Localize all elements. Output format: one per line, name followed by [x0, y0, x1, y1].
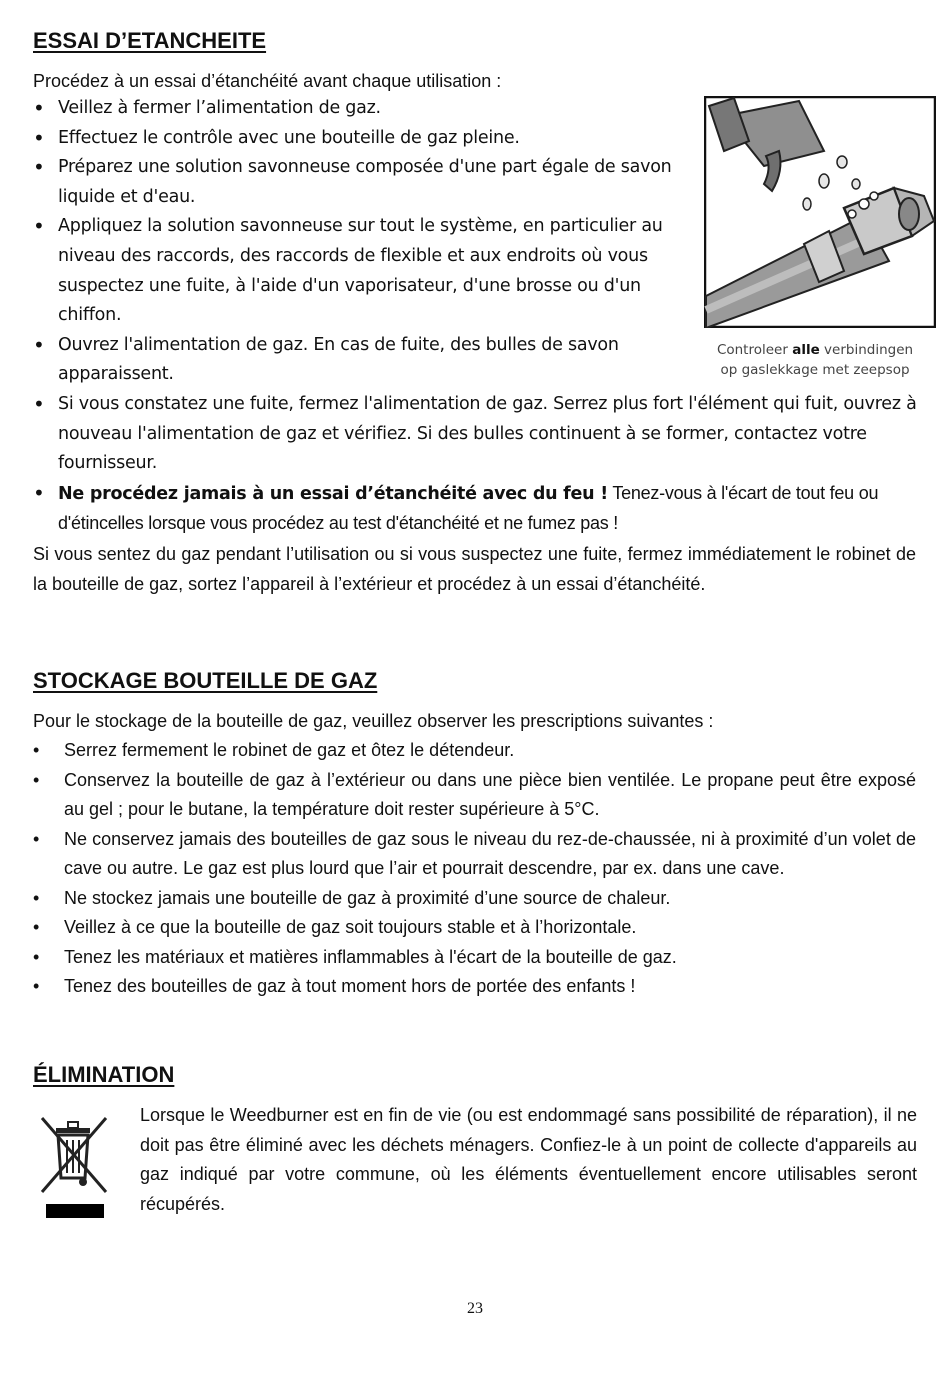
list-item-warning [33, 479, 923, 540]
list-item: • Tenez les matériaux et matières inflammables à l'écart de la bouteille de gaz. [33, 943, 916, 973]
crossed-out-wheelie-bin-icon [36, 1110, 112, 1222]
list-item: • Ne conservez jamais des bouteilles de gaz sous le niveau du rez-de-chaussée, ni à proximité d’un volet de cave ou autre. Le gaz est plus lourd que l’air et pourrait descendre, par ex. dans une cave. [33, 825, 916, 884]
caption-post: verbindingen [819, 342, 914, 358]
disposal-text: Lorsque le Weedburner est en fin de vie (ou est endommagé sans possibilité de réparation), il ne doit pas être éliminé avec les déchets ménagers. Confiez-le à un point de collecte d'appareils au gaz indiqué par votre commune, où les éléments éventuellement encore utilisables seront récupérés. [140, 1105, 917, 1214]
warning-bold-text: Ne procédez jamais à un essai d’étanchéité avec du feu ! [58, 483, 608, 504]
list-item: • Veillez à ce que la bouteille de gaz soit toujours stable et à l’horizontale. [33, 913, 916, 943]
heading-leak-test: ESSAI D’ETANCHEITE [33, 28, 267, 53]
storage-list [33, 736, 916, 1002]
leak-test-intro: Procédez à un essai d’étanchéité avant chaque utilisation : [33, 71, 502, 91]
page-number: 23 [467, 1300, 483, 1317]
list-item: • Si vous constatez une fuite, fermez l'alimentation de gaz. Serrez plus fort l'élément qui fuit, ouvrez à nouveau l'alimentation de gaz et vérifiez. Si des bulles continuent à se former, contactez votre fournisseur. [33, 390, 923, 479]
list-item: • Ouvrez l'alimentation de gaz. En cas de fuite, des bulles de savon apparaissent. [33, 331, 700, 390]
list-item: • Tenez des bouteilles de gaz à tout moment hors de portée des enfants ! [33, 972, 916, 1002]
caption-line2: op gaslekkage met zeepsop [720, 362, 910, 378]
leak-test-paragraph: Si vous sentez du gaz pendant l’utilisation ou si vous suspectez une fuite, fermez immédiatement le robinet de la bouteille de gaz, sortez l’appareil à l’extérieur et procédez à un essai d’étanchéité. [33, 544, 916, 594]
list-item: • Préparez une solution savonneuse composée d'une part égale de savon liquide et d'eau. [33, 153, 700, 212]
caption-bold: alle [792, 342, 820, 358]
list-item: • Serrez fermement le robinet de gaz et ôtez le détendeur. [33, 736, 916, 766]
heading-storage: STOCKAGE BOUTEILLE DE GAZ [33, 668, 378, 693]
warning-text: Tenez-vous à l'écart de tout feu ou d'étincelles lorsque vous procédez au test d'étanchéité et ne fumez pas ! [58, 482, 879, 534]
list-item: • Effectuez le contrôle avec une bouteille de gaz pleine. [33, 124, 700, 154]
list-item: • Veillez à fermer l’alimentation de gaz. [33, 94, 700, 124]
list-item: • Conservez la bouteille de gaz à l’extérieur ou dans une pièce bien ventilée. Le propane peut être exposé au gel ; pour le butane, la température doit rester supérieure à 5°C. [33, 766, 916, 825]
leak-test-illustration [704, 96, 936, 328]
storage-intro: Pour le stockage de la bouteille de gaz, veuillez observer les prescriptions suivantes : [33, 711, 714, 731]
caption-pre: Controleer [716, 342, 793, 358]
list-item: • Appliquez la solution savonneuse sur tout le système, en particulier au niveau des raccords, des raccords de flexible et aux endroits où vous suspectez une fuite, à l'aide d'un vaporisateur, d'une brosse ou d'un chiffon. [33, 212, 700, 330]
heading-disposal: ÉLIMINATION [33, 1062, 175, 1087]
list-item: • Ne stockez jamais une bouteille de gaz à proximité d’une source de chaleur. [33, 884, 916, 914]
figure-caption [700, 340, 930, 380]
